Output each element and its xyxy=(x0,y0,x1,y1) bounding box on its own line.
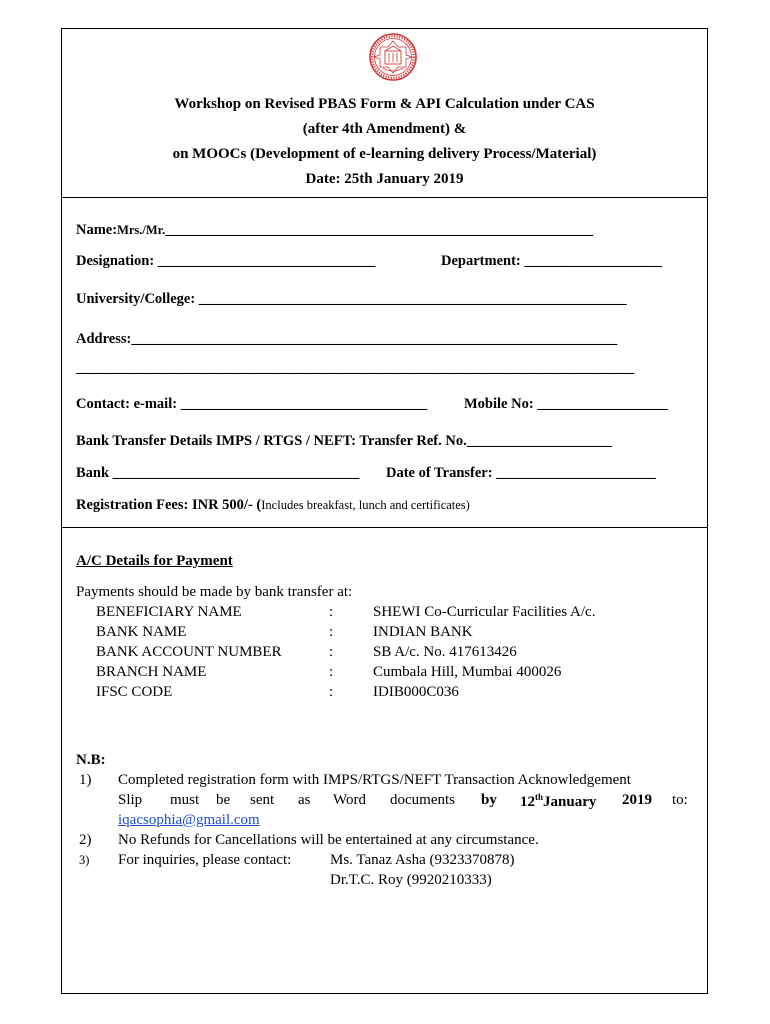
note-1-word-sent: sent xyxy=(250,792,275,808)
deadline-suffix: th xyxy=(535,792,544,802)
bank-transfer-label: Bank Transfer Details IMPS / RTGS / NEFT: Transfer Ref. No. xyxy=(76,433,467,449)
payment-heading: A/C Details for Payment xyxy=(76,553,233,569)
designation-label: Designation: xyxy=(76,253,155,269)
bank-label: Bank xyxy=(76,465,110,481)
beneficiary-name-sep: : xyxy=(329,604,334,620)
contact-email-link[interactable]: iqacsophia@gmail.com xyxy=(118,812,260,828)
address-blank-2[interactable]: _____________________________________________________________________________ xyxy=(76,360,635,376)
note-1-word-to: to: xyxy=(672,792,688,808)
branch-name-label: BRANCH NAME xyxy=(96,664,207,680)
beneficiary-name-value: SHEWI Co-Curricular Facilities A/c. xyxy=(373,604,596,620)
account-number-value: SB A/c. No. 417613426 xyxy=(373,644,517,660)
name-field-row[interactable] xyxy=(76,222,593,239)
deadline-day: 12 xyxy=(520,794,535,810)
workshop-subtitle: (after 4th Amendment) & xyxy=(302,121,467,137)
payment-intro: Payments should be made by bank transfer at: xyxy=(76,584,353,600)
workshop-date: Date: 25th January 2019 xyxy=(305,171,464,187)
bank-field-row[interactable] xyxy=(76,465,359,482)
form-divider xyxy=(62,527,707,528)
email-label: Contact: e-mail: xyxy=(76,396,178,412)
name-blank[interactable]: ___________________________________________________________ xyxy=(165,222,593,238)
address-label: Address: xyxy=(76,331,132,347)
bank-name-sep: : xyxy=(329,624,334,640)
address-field-row[interactable] xyxy=(76,331,617,348)
registration-fees-label: Registration Fees: INR 500/- xyxy=(76,497,253,513)
notes-heading: N.B: xyxy=(76,752,106,768)
date-of-transfer-field-row[interactable] xyxy=(386,465,656,482)
bank-transfer-field-row[interactable] xyxy=(76,433,612,450)
university-blank[interactable]: ___________________________________________________________ xyxy=(198,291,627,307)
beneficiary-name-label: BENEFICIARY NAME xyxy=(96,604,242,620)
note-1-word-must: must xyxy=(170,792,200,808)
note-2-text: No Refunds for Cancellations will be entertained at any circumstance. xyxy=(118,832,539,848)
name-prefix: Mrs./Mr. xyxy=(117,223,166,237)
department-field-row[interactable] xyxy=(441,253,662,270)
mobile-label: Mobile No: xyxy=(464,396,534,412)
contact-person-1: Ms. Tanaz Asha (9323370878) xyxy=(330,852,515,868)
institution-seal-logo xyxy=(368,32,418,82)
note-2-number: 2) xyxy=(79,832,92,848)
department-label: Department: xyxy=(441,253,521,269)
bank-name-label: BANK NAME xyxy=(96,624,187,640)
ifsc-code-sep: : xyxy=(329,684,334,700)
university-field-row[interactable] xyxy=(76,291,627,308)
bank-transfer-blank[interactable]: ____________________ xyxy=(466,433,612,449)
note-3-number: 3) xyxy=(79,853,90,867)
note-1-word-as: as xyxy=(298,792,311,808)
note-1-word-be: be xyxy=(216,792,231,808)
contact-person-2: Dr.T.C. Roy (9920210333) xyxy=(330,872,492,888)
header-divider xyxy=(62,197,707,198)
mobile-field-row[interactable] xyxy=(464,396,668,413)
address-blank-1[interactable]: ___________________________________________________________________ xyxy=(131,331,618,347)
note-1-year: 2019 xyxy=(622,792,652,808)
registration-fees-row xyxy=(76,497,470,514)
mobile-blank[interactable]: __________________ xyxy=(537,396,668,412)
registration-fees-note: Includes breakfast, lunch and certificates) xyxy=(261,498,470,512)
email-blank[interactable]: __________________________________ xyxy=(180,396,428,412)
branch-name-value: Cumbala Hill, Mumbai 400026 xyxy=(373,664,562,680)
email-field-row[interactable] xyxy=(76,396,427,413)
workshop-topic: on MOOCs (Development of e-learning delivery Process/Material) xyxy=(172,146,597,162)
designation-blank[interactable]: ______________________________ xyxy=(157,253,376,269)
note-1-word-slip: Slip xyxy=(118,792,143,808)
bank-blank[interactable]: __________________________________ xyxy=(112,465,360,481)
account-number-label: BANK ACCOUNT NUMBER xyxy=(96,644,282,660)
note-1-word-documents: documents xyxy=(390,792,455,808)
branch-name-sep: : xyxy=(329,664,334,680)
note-1-deadline xyxy=(520,792,596,811)
note-1-word-by: by xyxy=(481,792,497,808)
university-label: University/College: xyxy=(76,291,196,307)
note-1-number: 1) xyxy=(79,772,92,788)
bank-name-value: INDIAN BANK xyxy=(373,624,473,640)
ifsc-code-value: IDIB000C036 xyxy=(373,684,459,700)
date-of-transfer-label: Date of Transfer: xyxy=(386,465,493,481)
fees-note-open: ( xyxy=(256,497,262,513)
date-of-transfer-blank[interactable]: ______________________ xyxy=(496,465,656,481)
deadline-month: January xyxy=(543,794,597,810)
ifsc-code-label: IFSC CODE xyxy=(96,684,173,700)
department-blank[interactable]: ___________________ xyxy=(524,253,663,269)
note-3-text: For inquiries, please contact: xyxy=(118,852,292,868)
name-label: Name: xyxy=(76,222,118,238)
note-1-line-1: Completed registration form with IMPS/RTGS/NEFT Transaction Acknowledgement xyxy=(118,772,631,788)
workshop-title: Workshop on Revised PBAS Form & API Calculation under CAS xyxy=(174,96,595,112)
account-number-sep: : xyxy=(329,644,334,660)
designation-field-row[interactable] xyxy=(76,253,375,270)
note-1-word-word: Word xyxy=(333,792,366,808)
